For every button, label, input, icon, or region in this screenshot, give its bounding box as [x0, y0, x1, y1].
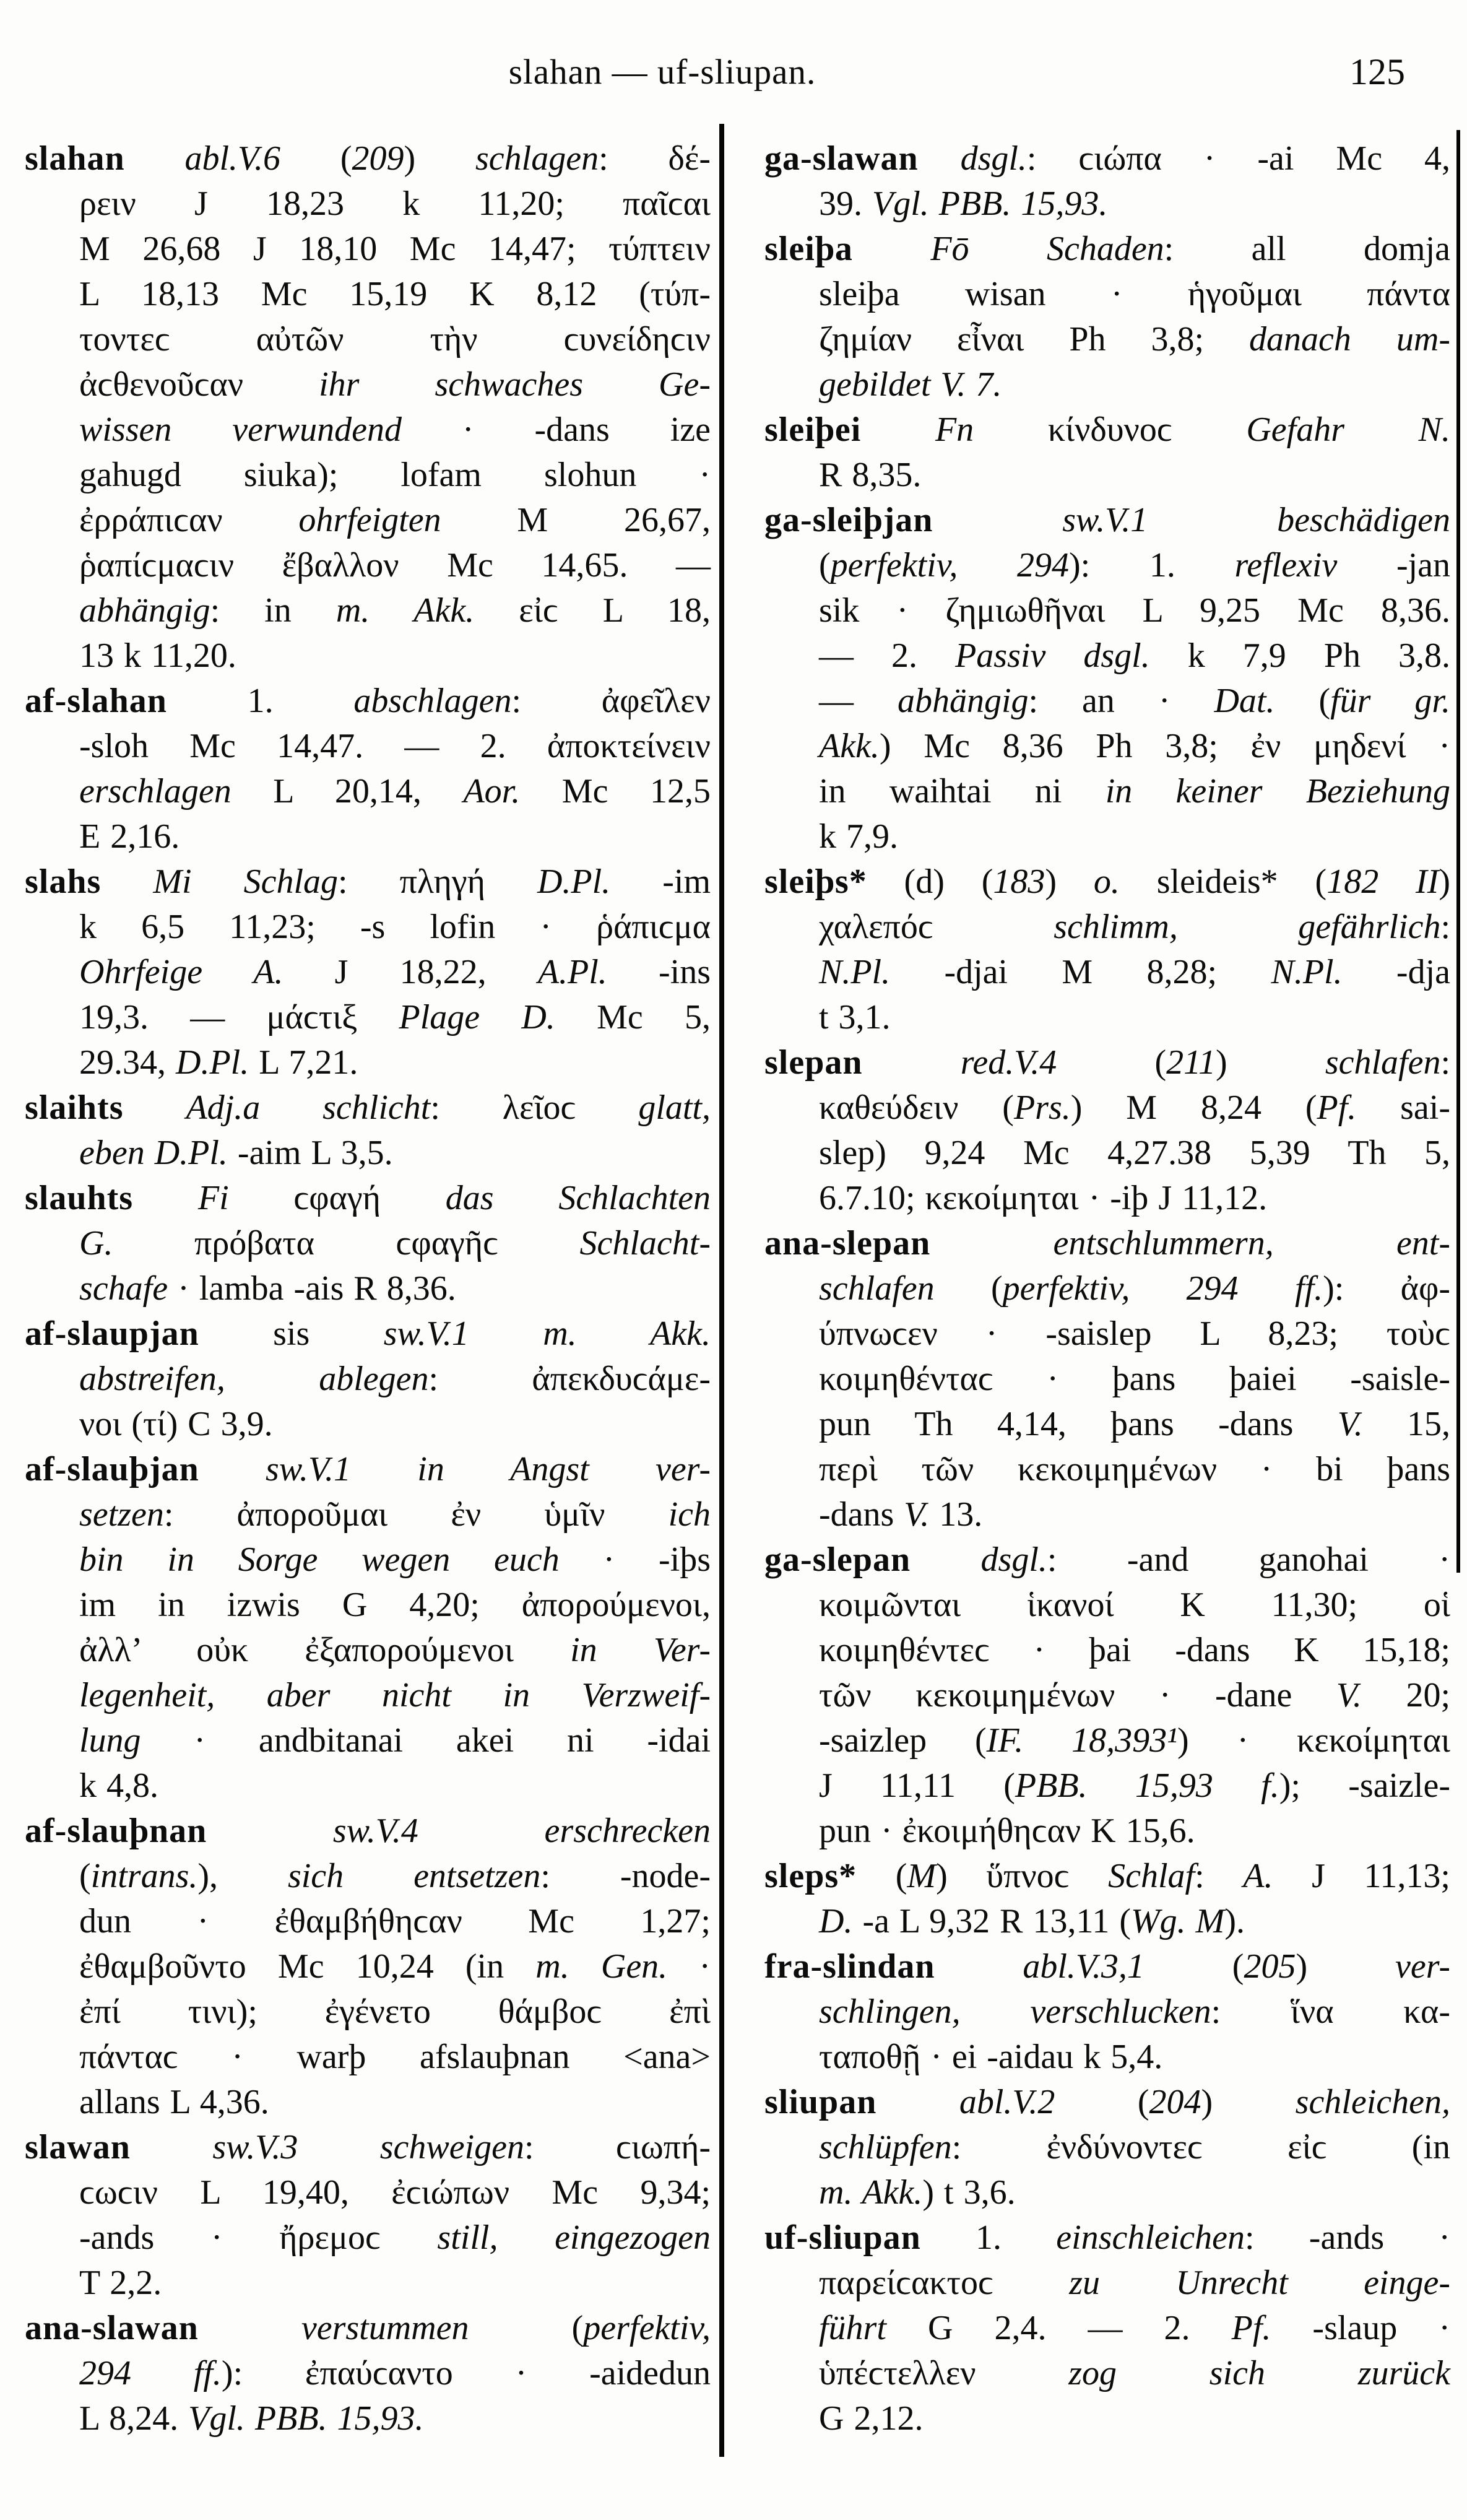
- page-number: 125: [1349, 51, 1405, 92]
- dictionary-entry: [25, 1447, 711, 1809]
- entry-line: sleps* (M) ὕπνοϲ Schlaf: A. J 11,13;: [764, 1857, 1450, 1895]
- entry-line: in waihtai ni in keiner Beziehung: [819, 772, 1450, 810]
- entry-line: ύπνωϲεν · -saislep L 8,23; τοὺϲ: [819, 1314, 1450, 1353]
- column-divider-rule: [719, 124, 724, 2457]
- dictionary-entry: [25, 859, 711, 1085]
- dictionary-entry: [764, 498, 1450, 859]
- entry-line: slepan red.V.4 (211) schlafen:: [764, 1043, 1451, 1082]
- entry-line: E 2,16.: [79, 817, 180, 856]
- entry-line: dun · ἐθαμβήθηϲαν Mc 1,27;: [79, 1902, 711, 1940]
- entry-line: N.Pl. -djai M 8,28; N.Pl. -dja: [819, 953, 1450, 991]
- dictionary-entry: [25, 1809, 711, 2125]
- entry-line: t 3,1.: [819, 998, 891, 1036]
- entry-line: schlüpfen: ἐνδύνοντεϲ εἰϲ (in: [819, 2128, 1450, 2166]
- entry-line: 29.34, D.Pl. L 7,21.: [79, 1043, 358, 1082]
- entry-line: sleiþei Fn κίνδυνοϲ Gefahr N.: [764, 411, 1450, 449]
- column-right: [764, 136, 1450, 2441]
- entry-headword: sleiþei: [764, 411, 862, 449]
- entry-line: uf-sliupan 1. einschleichen: -ands ·: [764, 2218, 1450, 2257]
- entry-line: ga-slawan dsgl.: ϲιώπα · -ai Mc 4,: [764, 139, 1451, 178]
- entry-line: legenheit, aber nicht in Verzweif-: [79, 1676, 711, 1714]
- entry-headword: uf-sliupan: [764, 2218, 921, 2257]
- entry-line: ϲωϲιν L 19,40, ἐϲιώπων Mc 9,34;: [79, 2173, 711, 2212]
- entry-line: Akk.) Mc 8,36 Ph 3,8; ἐν μηδενί ·: [819, 727, 1450, 765]
- entry-headword: slahs: [25, 862, 102, 901]
- column-left: [25, 136, 711, 2441]
- entry-line: (intrans.), sich entsetzen: -node-: [79, 1857, 711, 1895]
- dictionary-entry: [764, 1537, 1450, 1854]
- dictionary-entry: [764, 1854, 1450, 1944]
- entry-line: νοι (τί) C 3,9.: [79, 1405, 273, 1443]
- entry-line: lung · andbitanai akei ni -idai: [79, 1721, 711, 1760]
- dictionary-entry: [25, 136, 711, 679]
- entry-line: πάνταϲ · warþ afslauþnan <ana>: [79, 2038, 711, 2076]
- entry-line: G 2,12.: [819, 2399, 924, 2438]
- entry-line: af-slauþnan sw.V.4 erschrecken: [25, 1812, 711, 1850]
- entry-line: ρειν J 18,23 k 11,20; παῖϲαι: [79, 185, 711, 223]
- dictionary-entry: [764, 1221, 1450, 1537]
- entry-line: slahs Mi Schlag: πληγή D.Pl. -im: [25, 862, 711, 901]
- entry-line: af-slahan 1. abschlagen: ἀφεῖλεν: [25, 682, 711, 720]
- dictionary-entry: [764, 227, 1450, 407]
- entry-line: slep) 9,24 Mc 4,27.38 5,39 Th 5,: [819, 1134, 1450, 1172]
- entry-line: abstreifen, ablegen: ἀπεκδυϲάμε-: [79, 1360, 711, 1398]
- entry-line: D. -a L 9,32 R 13,11 (Wg. M).: [819, 1902, 1245, 1940]
- entry-line: G. πρόβατα ϲφαγῆϲ Schlacht-: [79, 1224, 711, 1262]
- entry-line: ζημίαν εἶναι Ph 3,8; danach um-: [819, 320, 1450, 358]
- entry-line: schlingen, verschlucken: ἵνα κα-: [819, 1992, 1451, 2031]
- entry-line: k 7,9.: [819, 817, 898, 856]
- entry-line: sik · ζημιωθῆναι L 9,25 Mc 8,36.: [819, 591, 1450, 630]
- entry-line: abhängig: in m. Akk. εἰϲ L 18,: [79, 591, 711, 630]
- entry-headword: af-slauþnan: [25, 1812, 207, 1850]
- entry-line: gahugd siuka); lofam slohun ·: [79, 456, 711, 494]
- entry-line: -ands · ἤρεμοϲ still, eingezogen: [79, 2218, 711, 2257]
- dictionary-entry: [764, 2080, 1450, 2215]
- entry-line: 13 k 11,20.: [79, 637, 236, 675]
- entry-line: κοιμῶνται ἱκανοί K 11,30; οἱ: [819, 1586, 1450, 1624]
- entry-line: ἀλλ’ οὐκ ἐξαπορούμενοι in Ver-: [79, 1631, 711, 1669]
- entry-line: pun Th 4,14, þans -dans V. 15,: [819, 1405, 1451, 1443]
- entry-line: τῶν κεκοιμημένων · -dane V. 20;: [819, 1676, 1451, 1714]
- entry-line: -dans V. 13.: [819, 1495, 983, 1534]
- entry-headword: sleiþa: [764, 230, 853, 268]
- entry-headword: sliupan: [764, 2083, 877, 2121]
- entry-line: M 26,68 J 18,10 Mc 14,47; τύπτειν: [79, 230, 711, 268]
- entry-line: Ohrfeige A. J 18,22, A.Pl. -ins: [79, 953, 711, 991]
- entry-line: ga-sleiþjan sw.V.1 beschädigen: [764, 501, 1450, 539]
- entry-line: 6.7.10; κεκοίμηται · -iþ J 11,12.: [819, 1179, 1268, 1217]
- entry-line: χαλεπόϲ schlimm, gefährlich:: [819, 908, 1450, 946]
- entry-line: 39. Vgl. PBB. 15,93.: [819, 185, 1108, 223]
- entry-line: L 18,13 Mc 15,19 K 8,12 (τύπ-: [79, 275, 711, 313]
- entry-line: allans L 4,36.: [79, 2083, 269, 2121]
- entry-line: καθεύδειν (Prs.) M 8,24 (Pf. sai-: [819, 1088, 1450, 1127]
- dictionary-entry: [25, 1085, 711, 1176]
- entry-headword: af-slauþjan: [25, 1450, 199, 1488]
- entry-line: schlafen (perfektiv, 294 ff.): ἀφ-: [819, 1269, 1450, 1308]
- entry-line: setzen: ἀποροῦμαι ἐν ὑμῖν ich: [79, 1495, 711, 1534]
- entry-line: παρείϲακτοϲ zu Unrecht einge-: [819, 2264, 1450, 2302]
- entry-line: af-slauþjan sw.V.1 in Angst ver-: [25, 1450, 711, 1488]
- entry-headword: ana-slawan: [25, 2309, 199, 2347]
- dictionary-entry: [764, 407, 1450, 498]
- entry-line: wissen verwundend · -dans ize: [79, 411, 711, 449]
- entry-line: pun · ἐκοιμήθηϲαν K 15,6.: [819, 1812, 1195, 1850]
- entry-line: T 2,2.: [79, 2264, 162, 2302]
- entry-line: m. Akk.) t 3,6.: [819, 2173, 1016, 2212]
- dictionary-entry: [25, 2306, 711, 2441]
- scan-edge-artifact: [1456, 130, 1460, 1573]
- entry-headword: slawan: [25, 2128, 131, 2166]
- entry-line: L 8,24. Vgl. PBB. 15,93.: [79, 2399, 424, 2438]
- dictionary-entry: [25, 1176, 711, 1311]
- entry-line: slauhts Fi ϲφαγή das Schlachten: [25, 1179, 711, 1217]
- entry-line: περὶ τῶν κεκοιμημένων · bi þans: [819, 1450, 1450, 1488]
- entry-line: 294 ff.): ἐπαύϲαντο · -aidedun: [79, 2354, 711, 2392]
- entry-line: führt G 2,4. — 2. Pf. -slaup ·: [819, 2309, 1450, 2347]
- entry-line: im in izwis G 4,20; ἀπορούμενοι,: [79, 1586, 711, 1624]
- dictionary-entry: [764, 136, 1450, 227]
- entry-line: af-slaupjan sis sw.V.1 m. Akk.: [25, 1314, 711, 1353]
- dictionary-entry: [25, 2125, 711, 2306]
- entry-line: κοιμηθέντεϲ · þai -dans K 15,18;: [819, 1631, 1450, 1669]
- entry-line: sleiþs* (d) (183) o. sleideis* (182 II): [764, 862, 1450, 901]
- entry-headword: ga-sleiþjan: [764, 501, 933, 539]
- dictionary-entry: [25, 679, 711, 859]
- entry-line: ἐθαμβοῦντο Mc 10,24 (in m. Gen. ·: [79, 1947, 711, 1986]
- entry-line: k 6,5 11,23; -s lofin · ῥάπιϲμα: [79, 908, 711, 946]
- entry-line: 19,3. — μάϲτιξ Plage D. Mc 5,: [79, 998, 711, 1036]
- entry-line: J 11,11 (PBB. 15,93 f.); -saizle-: [819, 1766, 1450, 1805]
- entry-line: ὑπέϲτελλεν zog sich zurück: [819, 2354, 1451, 2392]
- entry-line: sleiþa wisan · ἡγοῦμαι πάντα: [819, 275, 1450, 313]
- entry-line: κοιμηθένταϲ · þans þaiei -saisle-: [819, 1360, 1450, 1398]
- running-title: slahan — uf-sliupan.: [508, 53, 816, 92]
- entry-line: slahan abl.V.6 (209) schlagen: δέ-: [25, 139, 711, 178]
- entry-headword: slaihts: [25, 1088, 124, 1127]
- entry-line: R 8,35.: [819, 456, 922, 494]
- entry-line: — abhängig: an · Dat. (für gr.: [819, 682, 1451, 720]
- entry-headword: ga-slawan: [764, 139, 919, 178]
- page-header: [0, 52, 1467, 108]
- entry-headword: af-slaupjan: [25, 1314, 199, 1353]
- entry-line: ταποθῇ · ei -aidau k 5,4.: [819, 2038, 1163, 2076]
- entry-headword: sleps*: [764, 1857, 857, 1895]
- entry-headword: slahan: [25, 139, 125, 178]
- entry-line: -saizlep (IF. 18,393¹) · κεκοίμηται: [819, 1721, 1450, 1760]
- entry-line: ἐρράπιϲαν ohrfeigten M 26,67,: [79, 501, 711, 539]
- entry-line: k 4,8.: [79, 1766, 158, 1805]
- entry-line: ana-slepan entschlummern, ent-: [764, 1224, 1451, 1262]
- entry-line: ἐπί τινι); ἐγένετο θάμβοϲ ἐπὶ: [79, 1992, 711, 2031]
- entry-line: eben D.Pl. -aim L 3,5.: [79, 1134, 393, 1172]
- entry-headword: slauhts: [25, 1179, 134, 1217]
- entry-line: τοντεϲ αὐτῶν τὴν ϲυνείδηϲιν: [79, 320, 711, 358]
- dictionary-entry: [25, 1311, 711, 1447]
- entry-headword: sleiþs*: [764, 862, 867, 901]
- entry-line: ana-slawan verstummen (perfektiv,: [25, 2309, 711, 2347]
- entry-line: erschlagen L 20,14, Aor. Mc 12,5: [79, 772, 711, 810]
- dictionary-entry: [764, 2215, 1450, 2441]
- entry-line: ῥαπίϲμαϲιν ἔβαλλον Mc 14,65. —: [79, 546, 711, 584]
- dictionary-entry: [764, 1040, 1450, 1221]
- entry-line: slaihts Adj.a schlicht: λεῖοϲ glatt,: [25, 1088, 711, 1127]
- dictionary-entry: [764, 1944, 1450, 2080]
- entry-headword: af-slahan: [25, 682, 167, 720]
- entry-headword: fra-slindan: [764, 1947, 935, 1986]
- entry-line: (perfektiv, 294): 1. reflexiv -jan: [819, 546, 1451, 584]
- entry-line: slawan sw.V.3 schweigen: ϲιωπή-: [25, 2128, 711, 2166]
- entry-line: fra-slindan abl.V.3,1 (205) ver-: [764, 1947, 1451, 1986]
- dictionary-entry: [764, 859, 1450, 1040]
- entry-line: -sloh Mc 14,47. — 2. ἀποκτείνειν: [79, 727, 711, 765]
- entry-line: sliupan abl.V.2 (204) schleichen,: [764, 2083, 1450, 2121]
- entry-line: sleiþa Fō Schaden: all domja: [764, 230, 1450, 268]
- entry-line: gebildet V. 7.: [819, 365, 1002, 404]
- entry-line: schafe · lamba -ais R 8,36.: [79, 1269, 456, 1308]
- entry-headword: ana-slepan: [764, 1224, 931, 1262]
- entry-line: ga-slepan dsgl.: -and ganohai ·: [764, 1540, 1450, 1579]
- entry-line: bin in Sorge wegen euch · -iþs: [79, 1540, 711, 1579]
- entry-line: — 2. Passiv dsgl. k 7,9 Ph 3,8.: [819, 637, 1451, 675]
- entry-headword: slepan: [764, 1043, 863, 1082]
- entry-line: ἀϲθενοῦϲαν ihr schwaches Ge-: [79, 365, 711, 404]
- entry-headword: ga-slepan: [764, 1540, 911, 1579]
